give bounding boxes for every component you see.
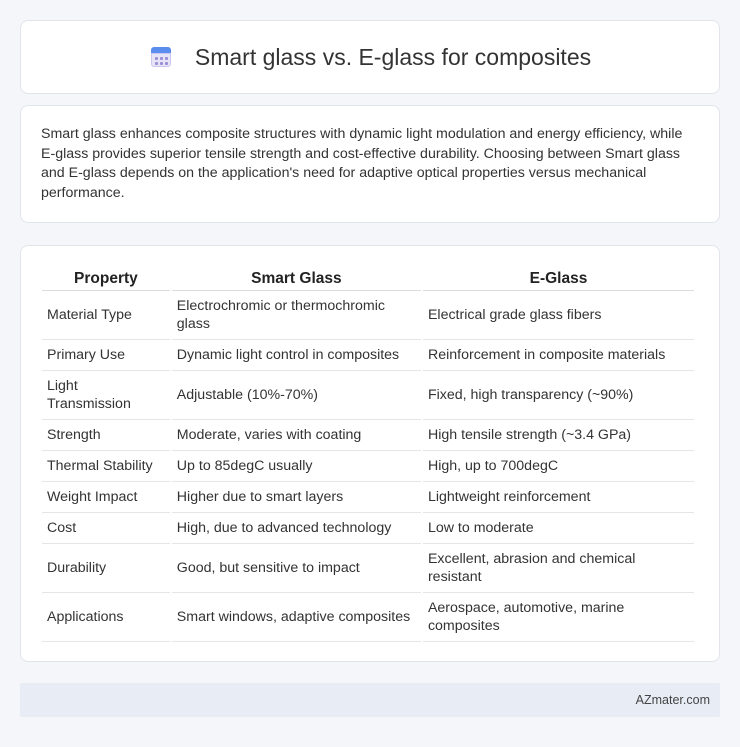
intro-card (20, 105, 720, 223)
footer (20, 683, 720, 717)
table-row (42, 291, 694, 340)
e-glass-cell: Low to moderate (423, 513, 694, 544)
e-glass-cell: Excellent, abrasion and chemical resistant (423, 544, 694, 593)
table-header-row (42, 266, 694, 291)
smart-glass-cell: Higher due to smart layers (172, 482, 421, 513)
property-cell: Strength (42, 420, 170, 451)
e-glass-cell: High tensile strength (~3.4 GPa) (423, 420, 694, 451)
calendar-icon (149, 45, 173, 69)
smart-glass-cell: Dynamic light control in composites (172, 340, 421, 371)
table-card (20, 245, 720, 662)
table-row (42, 420, 694, 451)
smart-glass-cell: Electrochromic or thermochromic glass (172, 291, 421, 340)
footer-brand: AZmater.com (635, 693, 710, 707)
table-row (42, 371, 694, 420)
e-glass-cell: Fixed, high transparency (~90%) (423, 371, 694, 420)
table-row (42, 593, 694, 642)
intro-paragraph: Smart glass enhances composite structures with dynamic light modulation and energy efficiency, while E-glass provides superior tensile strength and cost-effective durability. Choosing between Smart glass and E-glass depends on the application's need for adaptive optical properties versus mechanical performance. (41, 126, 683, 201)
e-glass-cell: Reinforcement in composite materials (423, 340, 694, 371)
e-glass-cell: Lightweight reinforcement (423, 482, 694, 513)
property-cell: Applications (42, 593, 170, 642)
header-smart-glass: Smart Glass (172, 266, 421, 291)
smart-glass-cell: Smart windows, adaptive composites (172, 593, 421, 642)
e-glass-cell: Aerospace, automotive, marine composites (423, 593, 694, 642)
smart-glass-cell: Adjustable (10%-70%) (172, 371, 421, 420)
title-wrap (149, 44, 591, 71)
property-cell: Material Type (42, 291, 170, 340)
property-cell: Cost (42, 513, 170, 544)
e-glass-cell: Electrical grade glass fibers (423, 291, 694, 340)
header-e-glass: E-Glass (423, 266, 694, 291)
table-row (42, 340, 694, 371)
property-cell: Durability (42, 544, 170, 593)
header-property: Property (42, 266, 170, 291)
title-card (20, 20, 720, 94)
table-row (42, 513, 694, 544)
smart-glass-cell: Moderate, varies with coating (172, 420, 421, 451)
smart-glass-cell: Up to 85degC usually (172, 451, 421, 482)
property-cell: Primary Use (42, 340, 170, 371)
property-cell: Weight Impact (42, 482, 170, 513)
smart-glass-cell: High, due to advanced technology (172, 513, 421, 544)
table-row (42, 482, 694, 513)
comparison-table (40, 266, 696, 642)
e-glass-cell: High, up to 700degC (423, 451, 694, 482)
property-cell: Thermal Stability (42, 451, 170, 482)
smart-glass-cell: Good, but sensitive to impact (172, 544, 421, 593)
page-title: Smart glass vs. E-glass for composites (194, 43, 592, 70)
table-row (42, 451, 694, 482)
property-cell: Light Transmission (42, 371, 170, 420)
table-row (42, 544, 694, 593)
